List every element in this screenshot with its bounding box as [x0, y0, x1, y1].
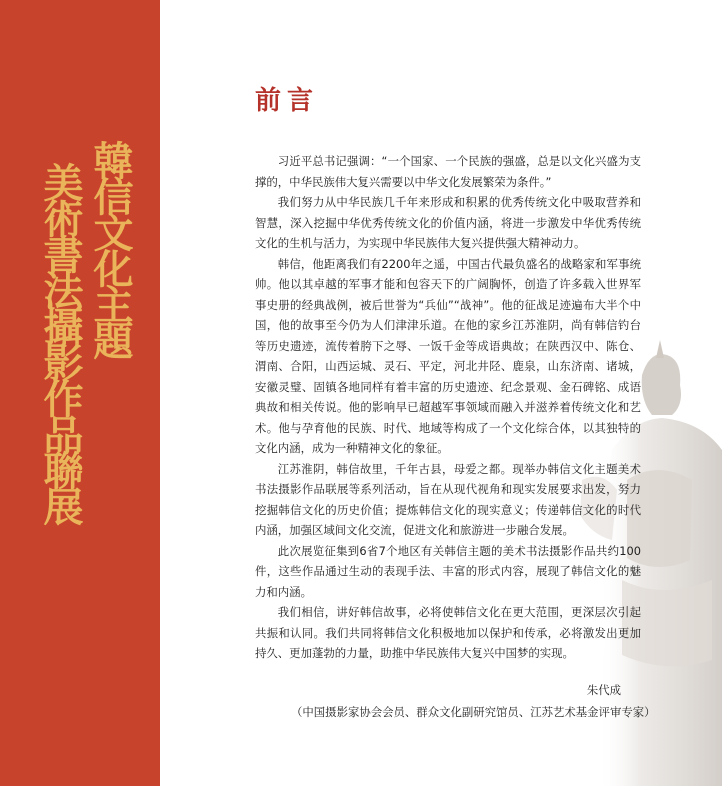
paragraph: 韩信，他距离我们有2200年之遥，中国古代最负盛名的战略家和军事统帅。他以其卓越的军事才能和包容天下的广阔胸怀，创造了许多载入世界军事史册的经典战例，被后世誉为“兵仙”“战神”。他的征战足迹遍布大半个中国，他的故事至今仍为人们津津乐道。在他的家乡江苏淮阴，尚有韩信钓台等历史遗迹，流传着胯下之辱、一饭千金等成语典故；在陕西汉中、陈仓、渭南、合阳，山西运城、灵石、平定，河北井陉、鹿泉，山东济南、诸城，安徽灵璧、固镇各地同样有着丰富的历史遗迹、纪念景观、金石碑铭、成语典故和相关传说。他的影响早已超越军事领域而融入并滋养着传统文化和艺术。他与孕育他的民族、时代、地域等构成了一个文化综合体，以其独特的文化内涵，成为一种精神文化的象征。 — [255, 256, 641, 455]
sidebar-title-line1: 韓信文化主題 — [87, 140, 134, 356]
page-title: 前言 — [255, 86, 320, 116]
author-name: 朱代成 — [586, 682, 621, 697]
paragraph: 此次展览征集到6省7个地区有关韩信主题的美术书法摄影作品共约100件，这些作品通过生动的表现手法、丰富的形式内容，展现了韩信文化的魅力和内涵。 — [255, 543, 641, 599]
paragraph: 习近平总书记强调：“一个国家、一个民族的强盛，总是以文化兴盛为支撑的，中华民族伟大复兴需要以中华文化发展繁荣为条件。” — [255, 154, 641, 189]
paragraph: 我们努力从中华民族几千年来形成和积累的优秀传统文化中吸取营养和智慧，深入挖掘中华优秀传统文化的价值内涵，将进一步激发中华优秀传统文化的生机与活力，为实现中华民族伟大复兴提供强大精神动力。 — [255, 195, 641, 250]
sidebar-panel — [0, 0, 160, 786]
paragraph: 江苏淮阴，韩信故里，千年古县，母爱之都。现举办韩信文化主题美术书法摄影作品联展等系列活动，旨在从现代视角和现实发展要求出发，努力挖掘韩信文化的历史价值；提炼韩信文化的现实意义；传递韩信文化的时代内涵，加强区域间文化交流，促进文化和旅游进一步融合发展。 — [255, 461, 641, 537]
paragraph: 我们相信，讲好韩信故事，必将使韩信文化在更大范围，更深层次引起共振和认同。我们共同将韩信文化积极地加以保护和传承，必将激发出更加持久、更加蓬勃的力量，助推中华民族伟大复兴中国梦的实现。 — [255, 605, 641, 660]
author-title: （中国摄影家协会会员、群众文化副研究馆员、江苏艺术基金评审专家） — [291, 704, 656, 719]
preface-content — [255, 80, 656, 720]
sidebar-title-line2: 美術書法攝影作品聯展 — [37, 162, 84, 522]
